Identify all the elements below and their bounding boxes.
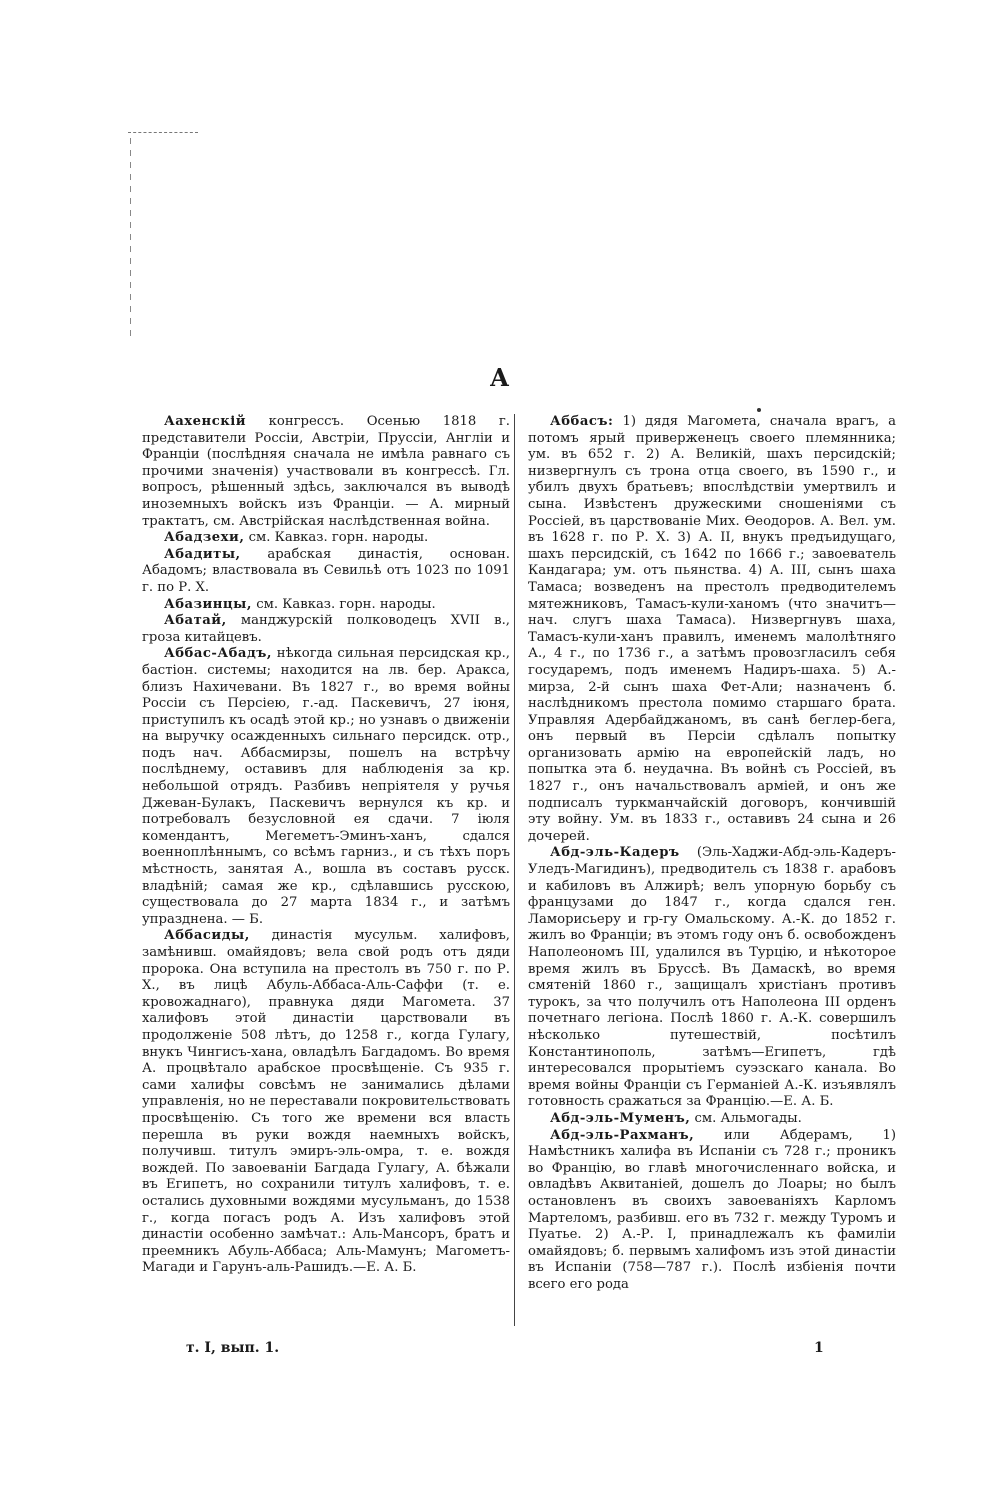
entry — [142, 530, 510, 547]
entry-text: 1) дядя Магомета, сначала врагъ, а потомъ ярый приверженецъ своего племянника; ум. въ 652 г. 2) А. Великій, шахъ персидскій; низвергнулъ съ трона отца своего, въ 1590 г., и убилъ двухъ братьевъ; впослѣдствіи умертвилъ и сына. Извѣстенъ дружескими сношеніями съ Россіей, въ царствованіе Мих. Ѳеодоров. А. Вел. ум. въ 1628 г. по Р. Х. 3) А. II, внукъ предъидущаго, шахъ персидскій, съ 1642 по 1666 г.; завоеватель Кандагара; ум. отъ пьянства. 4) А. III, сынъ шаха Тамаса; возведенъ на престолъ предводителемъ мятежниковъ, Тамасъ-кули-ханомъ (что значитъ—нач. слугъ шаха Тамаса). Низвергнувъ шаха, Тамасъ-кули-ханъ правилъ, именемъ малолѣтняго А., 4 г., по 1736 г., а затѣмъ провозгласилъ себя государемъ, подъ именемъ Надиръ-шаха. 5) А.-мирза, 2-й сынъ шаха Фет-Али; назначенъ б. наслѣдникомъ престола помимо старшаго брата. Управляя Адербайджаномъ, въ санѣ беглер-бега, онъ первый въ Персіи сдѣлалъ попытку организовать армію на европейскій ладъ, но попытка эта б. неудачна. Въ войнѣ съ Россіей, въ 1827 г., онъ начальствовалъ арміей, и онъ же подписалъ туркманчайскій договоръ, кончившій эту войну. Ум. въ 1833 г., оставивъ 24 сына и 26 дочерей. — [528, 414, 896, 844]
entry-text: см. Альмогады. — [694, 1110, 802, 1126]
entry — [528, 414, 896, 845]
left-column — [142, 414, 510, 1277]
entry-head: Аббас-Абадъ, — [164, 646, 272, 662]
entry-head: Аахенскій — [164, 414, 247, 429]
entry-text: см. Кавказ. горн. народы. — [248, 530, 429, 546]
entry-head: Абд-эль-Рахманъ, — [550, 1127, 695, 1143]
entry-text: арабская династія, основан. Абадомъ; властвовала въ Севильѣ отъ 1023 по 1091 г. по Р. Х. — [142, 546, 510, 595]
entry-text: (Эль-Хаджи-Абд-эль-Кадеръ-Уледъ-Магидинъ), предводитель съ 1838 г. арабовъ и кабиловъ въ Алжирѣ; велъ упорную борьбу съ французами до 1847 г., когда сдался ген. Ламорисьеру и гр-гу Омальскому. А.-К. до 1852 г. жилъ во Франціи; въ этомъ году онъ б. освобожденъ Наполеономъ III, удалился въ Турцію, и нѣкоторое время жилъ въ Бруссѣ. Въ Дамаскѣ, во время смятеній 1860 г., защищалъ христіанъ противъ турокъ, за что получилъ отъ Наполеона III орденъ почетнаго легіона. Послѣ 1860 г. А.-К. совершилъ нѣсколько путешествій, посѣтилъ Константинополь, затѣмъ—Египетъ, гдѣ интересовался прорытіемъ суэзскаго канала. Во время войны Франціи съ Германіей А.-К. изъявлялъ готовность сражаться за Францію.—Е. А. Б. — [528, 845, 896, 1110]
entry — [142, 597, 510, 614]
volume-label: т. I, вып. 1. — [186, 1340, 280, 1356]
entry — [142, 928, 510, 1276]
entry-text: или Абдерамъ, 1) Намѣстникъ халифа въ Испаніи съ 728 г.; проникъ во Францію, во главѣ многочисленнаго войска, и овладѣвъ Аквитаніей, дошелъ до Лоары; но былъ остановленъ въ своихъ завоеваніяхъ Карломъ Мартеломъ, разбивш. его въ 732 г. между Туромъ и Пуатье. 2) А.-Р. I, принадлежалъ къ фамиліи омайядовъ; б. первымъ халифомъ изъ этой династіи въ Испаніи (758—787 г.). Послѣ избіенія почти всего его рода — [528, 1127, 896, 1292]
entry-head: Абазинцы, — [164, 596, 252, 612]
entry-text: см. Кавказ. горн. народы. — [256, 596, 436, 612]
right-column — [528, 414, 896, 1293]
entry-head: Абадиты, — [164, 546, 241, 562]
entry — [528, 845, 896, 1111]
entry-text: нѣкогда сильная персидская кр., бастіон. системы; находится на лв. бер. Аракса, близъ Нахичевани. Въ 1827 г., во время войны Россіи съ Персіею, г.-ад. Паскевичъ, 27 іюня, приступилъ къ осадѣ этой кр.; но узнавъ о движеніи на выручку осажденныхъ сильнаго персидск. отр., подъ нач. Аббасмирзы, пошелъ на встрѣчу послѣднему, оставивъ для наблюденія за кр. небольшой отрядъ. Разбивъ непріятеля у ручья Джеван-Булакъ, Паскевичъ вернулся къ кр. и потребовалъ безусловной ея сдачи. 7 іюля комендантъ, Мегеметъ-Эминъ-ханъ, сдался военноплѣннымъ, со всѣмъ гарниз., и съ тѣхъ поръ мѣстность, занятая А., вошла въ составъ русск. владѣній; самая же кр., сдѣлавшись русскою, существовала до 27 марта 1834 г., и затѣмъ упразднена. — Б. — [142, 646, 510, 927]
scan-dot — [757, 408, 761, 412]
entry-head: Абадзехи, — [164, 530, 245, 546]
entry-head: Аббасиды, — [164, 928, 250, 944]
entry — [142, 414, 510, 530]
entry-text: манджурскій полководецъ XVII в., гроза китайцевъ. — [142, 613, 510, 645]
entry-head: Абатай, — [164, 613, 227, 629]
entry — [528, 1111, 896, 1128]
entry — [142, 613, 510, 646]
entry — [142, 646, 510, 928]
entry-text: конгрессъ. Осенью 1818 г. представители Россіи, Австріи, Пруссіи, Англіи и Франціи (послѣдняя сначала не имѣла равнаго съ прочими значенія) участвовали въ конгрессѣ. Гл. вопросъ, рѣшенный здѣсь, заключался въ выводѣ иноземныхъ войскъ изъ Франціи. — А. мирный трактатъ, см. Австрійская наслѣдственная война. — [142, 414, 510, 529]
scan-edge-mark — [128, 132, 198, 147]
entry-head: Абд-эль-Муменъ, — [550, 1110, 691, 1126]
entry — [528, 1128, 896, 1294]
entry-head: Абд-эль-Кадеръ — [550, 845, 680, 861]
page-number: 1 — [814, 1340, 824, 1356]
section-letter: А — [489, 363, 511, 392]
scan-edge-rule — [130, 138, 131, 338]
entry-head: Аббасъ: — [550, 414, 614, 429]
column-divider — [514, 414, 515, 1326]
entry — [142, 547, 510, 597]
entry-text: династія мусульм. халифовъ, замѣнивш. омайядовъ; вела свой родъ отъ дяди пророка. Она вступила на престолъ въ 750 г. по Р. Х., въ лицѣ Абуль-Аббаса-Аль-Саффи (т. е. кровожаднаго), правнука дяди Магомета. 37 халифовъ этой династіи царствовали въ продолженіе 508 лѣтъ, до 1258 г., когда Гулагу, внукъ Чингисъ-хана, овладѣлъ Багдадомъ. Во время А. процвѣтало арабское просвѣщеніе. Съ 935 г. сами халифы совсѣмъ не занимались дѣлами управленія, но не переставали покровительствовать просвѣщенію. Съ того же времени вся власть перешла въ руки вождя наемныхъ войскъ, получивш. титулъ эмиръ-эль-омра, т. е. вождя вождей. По завоеваніи Багдада Гулагу, А. бѣжали въ Египетъ, но сохранили титулъ халифовъ, т. е. остались духовными вождями мусульманъ, до 1538 г., когда погасъ родъ А. Изъ халифовъ этой династіи особенно замѣчат.: Аль-Мансоръ, братъ и преемникъ Абуль-Аббаса; Аль-Мамунъ; Магометъ-Магади и Гарунъ-аль-Рашидъ.—Е. А. Б. — [142, 928, 510, 1276]
